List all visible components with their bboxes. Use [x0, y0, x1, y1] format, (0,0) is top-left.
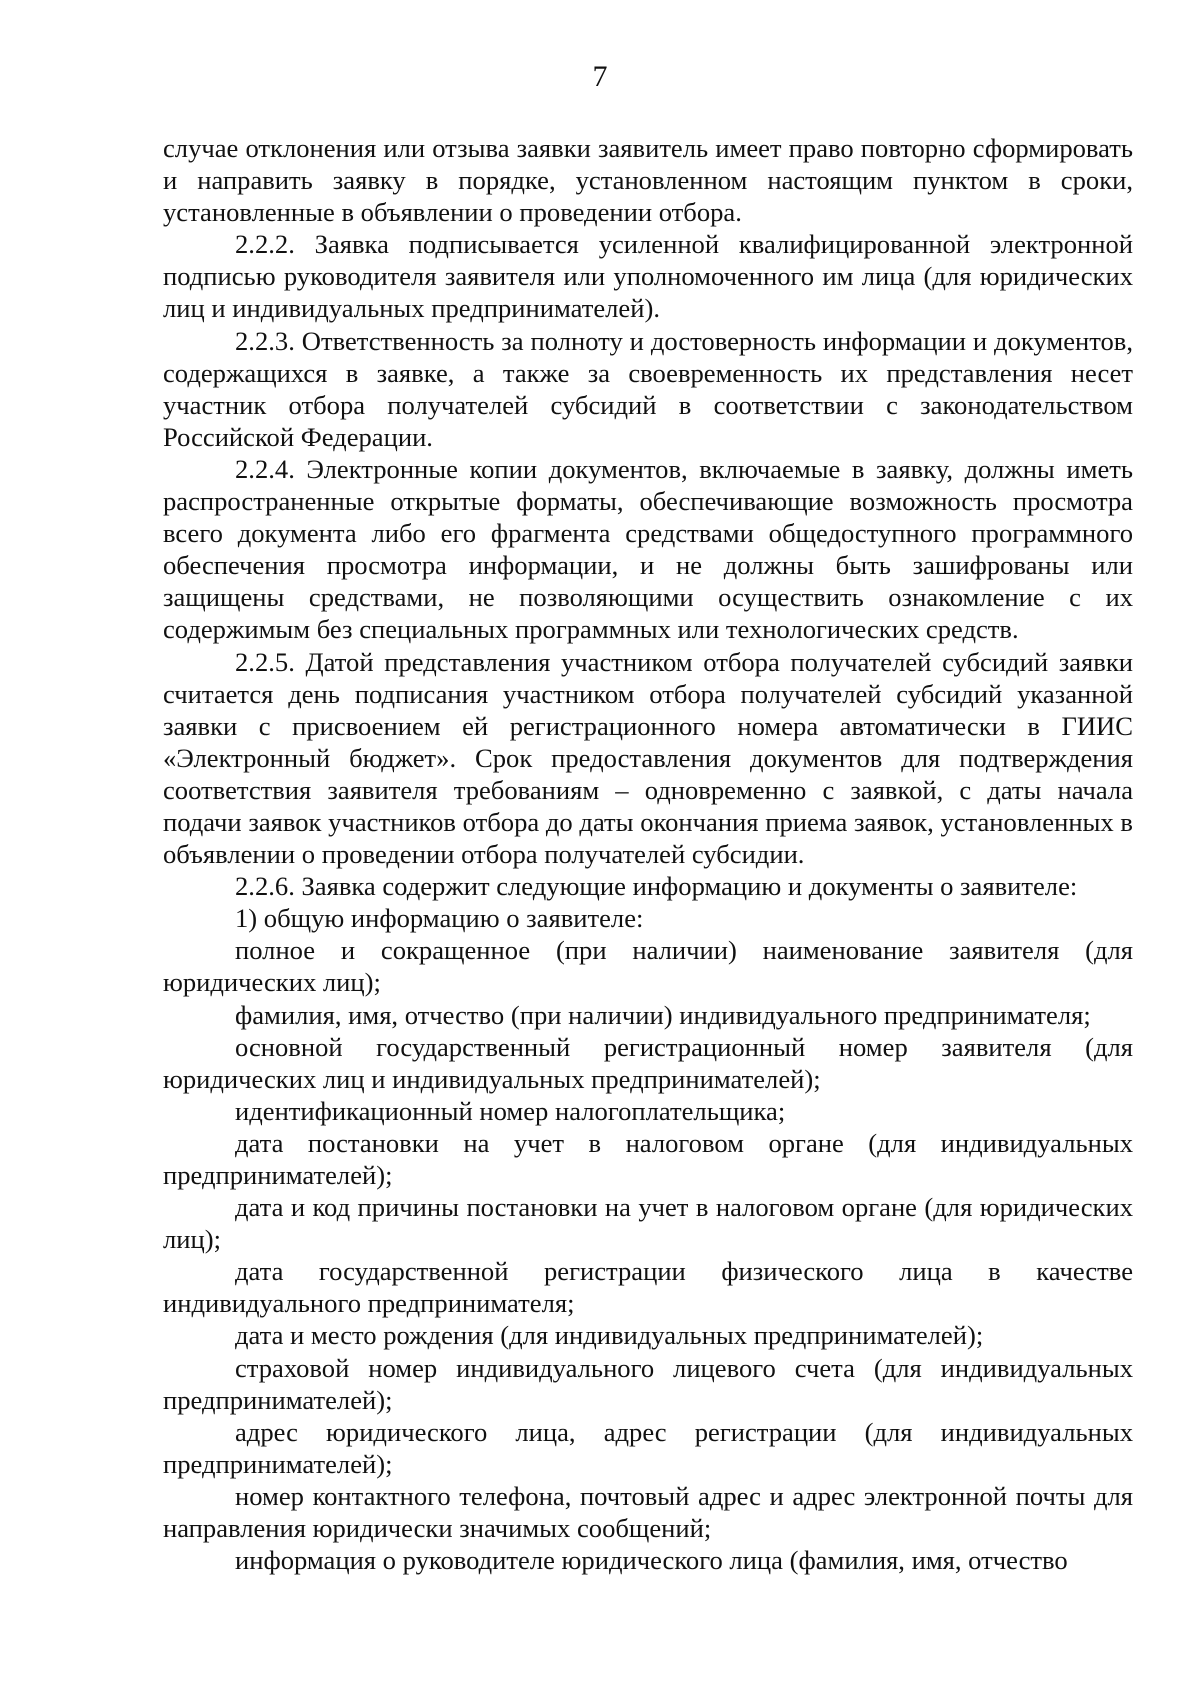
list-item-state-registration-date: дата государственной регистрации физического лица в качестве индивидуального предпринимателя; [163, 1256, 1133, 1319]
paragraph-2-2-6: 2.2.6. Заявка содержит следующие информацию и документы о заявителе: [235, 871, 1078, 902]
page-number: 7 [592, 60, 608, 93]
paragraph-2-2-5: 2.2.5. Датой представления участником отбора получателей субсидий заявки считается день подписания участником отбора получателей субсидий указанной заявки с присвоением ей регистрационного номера автоматически в ГИИС «Электронный бюджет». Срок предоставления документов для подтверждения соответствия заявителя требованиям – одновременно с заявкой, с даты начала подачи заявок участников отбора до даты окончания приема заявок, установленных в объявлении о проведении отбора получателей субсидии. [163, 646, 1133, 870]
list-item-contacts: номер контактного телефона, почтовый адрес и адрес электронной почты для направления юридически значимых сообщений; [163, 1480, 1133, 1544]
list-item-entrepreneur-name: фамилия, имя, отчество (при наличии) индивидуального предпринимателя; [235, 999, 1091, 1030]
list-item-birth-date-place: дата и место рождения (для индивидуальных предпринимателей); [235, 1320, 984, 1351]
list-item-address: адрес юридического лица, адрес регистрации (для индивидуальных предпринимателей); [163, 1416, 1133, 1479]
list-item-tax-registration-date: дата постановки на учет в налоговом органе (для индивидуальных предпринимателей); [163, 1127, 1133, 1190]
paragraph-2-2-4: 2.2.4. Электронные копии документов, включаемые в заявку, должны иметь распространенные открытые форматы, обеспечивающие возможность просмотра всего документа либо его фрагмента средствами общедоступного программного обеспечения просмотра информации, и не должны быть зашифрованы или защищены средствами, не позволяющими осуществить ознакомление с их содержимым без специальных программных или технологических средств. [163, 453, 1133, 645]
list-item-general-info: 1) общую информацию о заявителе: [235, 903, 644, 934]
list-item-full-name: полное и сокращенное (при наличии) наименование заявителя (для юридических лиц); [163, 935, 1133, 998]
list-item-inn: идентификационный номер налогоплательщика; [235, 1095, 786, 1126]
list-item-kpp: дата и код причины постановки на учет в налоговом органе (для юридических лиц); [163, 1192, 1133, 1255]
document-body [163, 132, 1133, 1576]
list-item-ogrn: основной государственный регистрационный номер заявителя (для юридических лиц и индивидуальных предпринимателей); [163, 1031, 1133, 1094]
paragraph-continuation: случае отклонения или отзыва заявки заявитель имеет право повторно сформировать и направить заявку в порядке, установленном настоящим пунктом в сроки, установленные в объявлении о проведении отбора. [163, 133, 1133, 228]
list-item-snils: страховой номер индивидуального лицевого счета (для индивидуальных предпринимателей); [163, 1352, 1133, 1415]
paragraph-2-2-3: 2.2.3. Ответственность за полноту и достоверность информации и документов, содержащихся в заявке, а также за своевременность их представления несет участник отбора получателей субсидий в соответствии с законодательством Российской Федерации. [163, 325, 1133, 452]
list-item-head-info: информация о руководителе юридического лица (фамилия, имя, отчество [235, 1545, 1068, 1576]
paragraph-2-2-2: 2.2.2. Заявка подписывается усиленной квалифицированной электронной подписью руководителя заявителя или уполномоченного им лица (для юридических лиц и индивидуальных предпринимателей). [163, 229, 1133, 324]
